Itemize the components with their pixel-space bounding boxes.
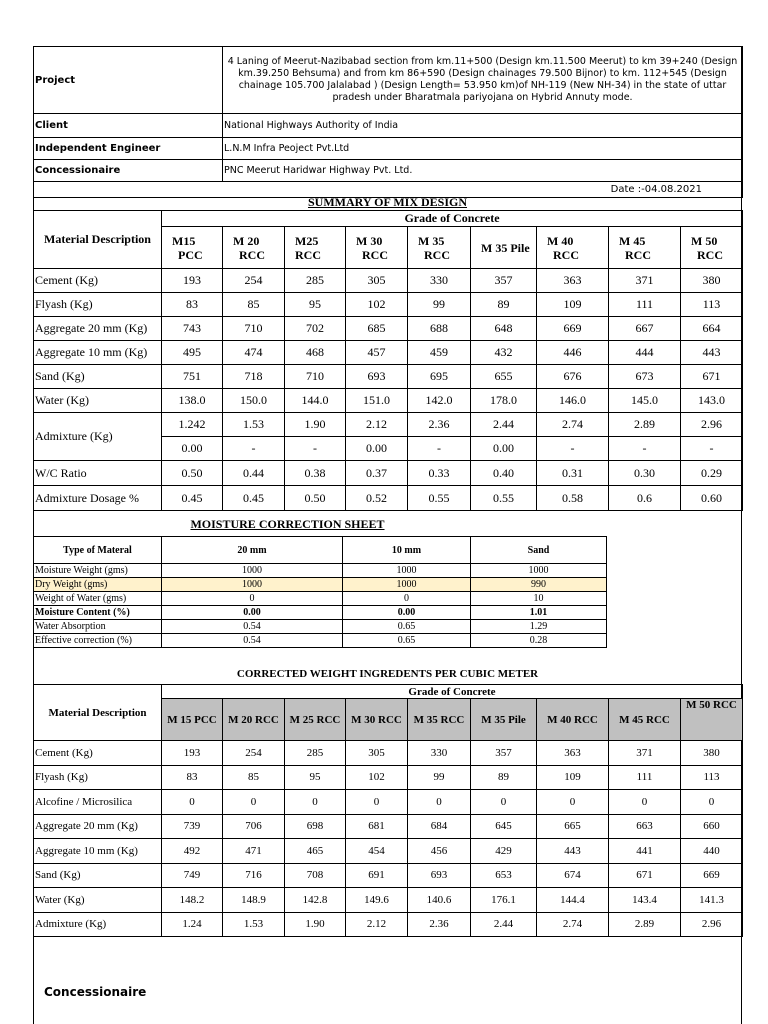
value-cell: 1.90 — [285, 413, 346, 437]
row-label: Admixture (Kg) — [34, 912, 162, 937]
value-cell: 671 — [609, 863, 681, 888]
value-cell: 2.74 — [537, 413, 609, 437]
value-cell: 655 — [471, 365, 537, 389]
value-cell: 665 — [537, 814, 609, 839]
grade-header-line1: M 20 — [233, 233, 260, 248]
value-cell: 0.00 — [162, 437, 223, 461]
corrected-weights-title: CORRECTED WEIGHT INGREDENTS PER CUBIC METER — [236, 668, 539, 680]
row-label: Cement (Kg) — [34, 741, 162, 766]
value-cell: 363 — [537, 741, 609, 766]
value-cell: 142.0 — [408, 389, 471, 413]
value-cell: 492 — [162, 839, 223, 864]
value-cell: 710 — [223, 317, 285, 341]
corrected-grade-header: Grade of Concrete — [162, 685, 743, 699]
row-label: Water Absorption — [34, 620, 162, 634]
value-cell: 0.50 — [162, 461, 223, 486]
value-cell: 648 — [471, 317, 537, 341]
value-cell: 706 — [223, 814, 285, 839]
value-cell: 432 — [471, 341, 537, 365]
value-cell: 0 — [162, 790, 223, 815]
corrected-grade-cell: M 45 RCC — [609, 699, 681, 741]
grade-header-line2: RCC — [424, 247, 450, 262]
value-cell: 0.45 — [223, 486, 285, 511]
value-cell: 146.0 — [537, 389, 609, 413]
value-cell: 0 — [223, 790, 285, 815]
row-label: Moisture Weight (gms) — [34, 564, 162, 578]
value-cell: 1000 — [343, 564, 471, 578]
value-cell: 660 — [681, 814, 743, 839]
value-cell: 0.45 — [162, 486, 223, 511]
value-cell: 0.65 — [343, 634, 471, 648]
row-label: Cement (Kg) — [34, 269, 162, 293]
value-cell: 178.0 — [471, 389, 537, 413]
value-cell: 446 — [537, 341, 609, 365]
value-cell: 142.8 — [285, 888, 346, 913]
value-cell: 1.53 — [223, 912, 285, 937]
material-description-header: Material Description — [34, 211, 162, 269]
corrected-material-header: Material Description — [34, 685, 162, 741]
grade-header-line2: RCC — [553, 247, 579, 262]
moisture-header-cell: 20 mm — [162, 537, 343, 564]
corrected-grade-cell: M 25 RCC — [285, 699, 346, 741]
grade-header-line2: RCC — [697, 247, 723, 262]
value-cell: 1000 — [343, 578, 471, 592]
value-cell: 673 — [609, 365, 681, 389]
value-cell: 0.65 — [343, 620, 471, 634]
value-cell: 143.0 — [681, 389, 743, 413]
table-row — [34, 413, 743, 437]
value-cell: 2.96 — [681, 413, 743, 437]
row-label: Water (Kg) — [34, 888, 162, 913]
value-cell: 193 — [162, 741, 223, 766]
value-cell: 2.89 — [609, 912, 681, 937]
value-cell: 109 — [537, 293, 609, 317]
value-cell: 1000 — [162, 564, 343, 578]
value-cell: 0.00 — [162, 606, 343, 620]
value-cell: 0.28 — [471, 634, 607, 648]
value-cell: 429 — [471, 839, 537, 864]
value-cell: 380 — [681, 269, 743, 293]
row-label: Dry Weight (gms) — [34, 578, 162, 592]
value-cell: 739 — [162, 814, 223, 839]
value-cell: 0 — [162, 592, 343, 606]
value-cell: - — [609, 437, 681, 461]
table-row — [34, 888, 743, 913]
value-cell: - — [408, 437, 471, 461]
row-label: Admixture (Kg) — [34, 413, 162, 461]
date-label: Date :-04.08.2021 — [34, 182, 743, 198]
value-cell: 143.4 — [609, 888, 681, 913]
value-cell: 0.31 — [537, 461, 609, 486]
value-cell: 495 — [162, 341, 223, 365]
value-cell: 2.89 — [609, 413, 681, 437]
value-cell: 685 — [346, 317, 408, 341]
grade-header-line1: M 50 — [691, 233, 718, 248]
value-cell: - — [223, 437, 285, 461]
table-row — [34, 564, 607, 578]
grade-header-cell — [408, 227, 471, 269]
value-cell: 663 — [609, 814, 681, 839]
concessionaire-label: Concessionaire — [34, 160, 223, 182]
grade-header-line1: M 45 — [619, 233, 646, 248]
row-label: Moisture Content (%) — [34, 606, 162, 620]
value-cell: 698 — [285, 814, 346, 839]
row-label: Admixture Dosage % — [34, 486, 162, 511]
value-cell: 138.0 — [162, 389, 223, 413]
value-cell: 149.6 — [346, 888, 408, 913]
value-cell: 653 — [471, 863, 537, 888]
value-cell: 380 — [681, 741, 743, 766]
value-cell: 95 — [285, 293, 346, 317]
value-cell: 0.37 — [346, 461, 408, 486]
value-cell: 102 — [346, 765, 408, 790]
value-cell: 111 — [609, 293, 681, 317]
row-label: Weight of Water (gms) — [34, 592, 162, 606]
row-label: Aggregate 10 mm (Kg) — [34, 839, 162, 864]
value-cell: 990 — [471, 578, 607, 592]
row-label: Effective correction (%) — [34, 634, 162, 648]
value-cell: 693 — [346, 365, 408, 389]
moisture-correction-table — [33, 536, 607, 648]
value-cell: 684 — [408, 814, 471, 839]
value-cell: 0.00 — [343, 606, 471, 620]
value-cell: 0.54 — [162, 634, 343, 648]
table-row — [34, 912, 743, 937]
value-cell: 83 — [162, 765, 223, 790]
value-cell: 1000 — [162, 578, 343, 592]
value-cell: 474 — [223, 341, 285, 365]
value-cell: - — [285, 437, 346, 461]
value-cell: 148.2 — [162, 888, 223, 913]
value-cell: 0.52 — [346, 486, 408, 511]
row-label: W/C Ratio — [34, 461, 162, 486]
value-cell: 0.60 — [681, 486, 743, 511]
value-cell: 0.6 — [609, 486, 681, 511]
value-cell: 0.55 — [408, 486, 471, 511]
value-cell: 674 — [537, 863, 609, 888]
value-cell: 363 — [537, 269, 609, 293]
value-cell: 456 — [408, 839, 471, 864]
table-row — [34, 606, 607, 620]
grade-header-line2: RCC — [239, 247, 265, 262]
grade-header-cell — [537, 227, 609, 269]
value-cell: 0.44 — [223, 461, 285, 486]
value-cell: 664 — [681, 317, 743, 341]
value-cell: 468 — [285, 341, 346, 365]
value-cell: 141.3 — [681, 888, 743, 913]
footer-concessionaire: Concessionaire — [44, 985, 147, 999]
value-cell: 193 — [162, 269, 223, 293]
value-cell: 144.4 — [537, 888, 609, 913]
grade-header-line2: RCC — [362, 247, 388, 262]
summary-title: SUMMARY OF MIX DESIGN — [307, 195, 468, 209]
grade-header-cell — [162, 227, 223, 269]
corrected-grade-cell: M 15 PCC — [162, 699, 223, 741]
moisture-title: MOISTURE CORRECTION SHEET — [190, 517, 385, 531]
value-cell: 695 — [408, 365, 471, 389]
corrected-grade-cell: M 20 RCC — [223, 699, 285, 741]
value-cell: 83 — [162, 293, 223, 317]
value-cell: 671 — [681, 365, 743, 389]
value-cell: 743 — [162, 317, 223, 341]
value-cell: 710 — [285, 365, 346, 389]
value-cell: 113 — [681, 765, 743, 790]
value-cell: - — [681, 437, 743, 461]
value-cell: 441 — [609, 839, 681, 864]
grade-header-line1: M 35 Pile — [481, 240, 530, 255]
table-row — [34, 365, 743, 389]
row-label: Aggregate 10 mm (Kg) — [34, 341, 162, 365]
value-cell: 454 — [346, 839, 408, 864]
value-cell: 465 — [285, 839, 346, 864]
value-cell: 0.40 — [471, 461, 537, 486]
value-cell: 0.38 — [285, 461, 346, 486]
value-cell: 145.0 — [609, 389, 681, 413]
grade-header-line2: PCC — [178, 247, 203, 262]
value-cell: 2.12 — [346, 413, 408, 437]
grade-header-line1: M 35 — [418, 233, 445, 248]
value-cell: 1.24 — [162, 912, 223, 937]
value-cell: 2.36 — [408, 912, 471, 937]
value-cell: 0 — [285, 790, 346, 815]
project-description: 4 Laning of Meerut-Nazibabad section from km.11+500 (Design km.11.500 Meerut) to km 39+240 (Design km.39.250 Behsuma) and from km 86+590 (Design chainages 79.500 Bijnor) to km. 112+545 (Design chainage 105.700 Jalalabad ) (Design Length= 53.950 km)of NH-119 (New NH-34) in the state of uttar pradesh under Bharatmala pariyojana on Hybrid Annuty mode. — [223, 47, 743, 114]
table-row — [34, 389, 743, 413]
value-cell: 305 — [346, 741, 408, 766]
value-cell: 0.58 — [537, 486, 609, 511]
row-label: Flyash (Kg) — [34, 765, 162, 790]
grade-header-line1: M 40 — [547, 233, 574, 248]
corrected-grade-cell: M 35 RCC — [408, 699, 471, 741]
value-cell: 1.01 — [471, 606, 607, 620]
value-cell: 330 — [408, 741, 471, 766]
corrected-grade-cell: M 40 RCC — [537, 699, 609, 741]
value-cell: 0 — [408, 790, 471, 815]
value-cell: 0.50 — [285, 486, 346, 511]
value-cell: 1.90 — [285, 912, 346, 937]
independent-engineer-value: L.N.M Infra Peoject Pvt.Ltd — [223, 138, 743, 160]
table-row — [34, 765, 743, 790]
grade-header-cell — [346, 227, 408, 269]
value-cell: 669 — [681, 863, 743, 888]
grade-header-cell — [609, 227, 681, 269]
corrected-grade-cell: M 50 RCC — [681, 699, 743, 741]
value-cell: - — [537, 437, 609, 461]
row-label: Sand (Kg) — [34, 863, 162, 888]
value-cell: 254 — [223, 741, 285, 766]
table-row — [34, 293, 743, 317]
value-cell: 144.0 — [285, 389, 346, 413]
value-cell: 459 — [408, 341, 471, 365]
row-label: Aggregate 20 mm (Kg) — [34, 317, 162, 341]
value-cell: 749 — [162, 863, 223, 888]
value-cell: 254 — [223, 269, 285, 293]
table-row — [34, 790, 743, 815]
table-row — [34, 341, 743, 365]
value-cell: 718 — [223, 365, 285, 389]
value-cell: 371 — [609, 269, 681, 293]
value-cell: 0.33 — [408, 461, 471, 486]
value-cell: 1.53 — [223, 413, 285, 437]
table-row — [34, 814, 743, 839]
value-cell: 440 — [681, 839, 743, 864]
grade-header-cell — [681, 227, 743, 269]
value-cell: 0.29 — [681, 461, 743, 486]
table-row — [34, 741, 743, 766]
mix-design-summary-table — [33, 210, 743, 511]
table-row — [34, 269, 743, 293]
grade-of-concrete-header: Grade of Concrete — [162, 211, 743, 227]
grade-header-cell — [285, 227, 346, 269]
independent-engineer-label: Independent Engineer — [34, 138, 223, 160]
row-label: Alcofine / Microsilica — [34, 790, 162, 815]
value-cell: 357 — [471, 741, 537, 766]
value-cell: 693 — [408, 863, 471, 888]
value-cell: 371 — [609, 741, 681, 766]
value-cell: 0.55 — [471, 486, 537, 511]
value-cell: 667 — [609, 317, 681, 341]
grade-header-line1: M25 RCC — [295, 233, 321, 262]
table-row — [34, 486, 743, 511]
project-header-table — [33, 46, 743, 198]
value-cell: 443 — [537, 839, 609, 864]
table-row — [34, 592, 607, 606]
value-cell: 0.00 — [471, 437, 537, 461]
row-label: Aggregate 20 mm (Kg) — [34, 814, 162, 839]
value-cell: 708 — [285, 863, 346, 888]
value-cell: 444 — [609, 341, 681, 365]
value-cell: 85 — [223, 293, 285, 317]
table-row — [34, 578, 607, 592]
project-label: Project — [34, 47, 223, 114]
value-cell: 2.44 — [471, 413, 537, 437]
value-cell: 330 — [408, 269, 471, 293]
value-cell: 176.1 — [471, 888, 537, 913]
grade-header-cell — [223, 227, 285, 269]
value-cell: 0 — [471, 790, 537, 815]
value-cell: 0 — [609, 790, 681, 815]
table-row — [34, 634, 607, 648]
value-cell: 99 — [408, 765, 471, 790]
value-cell: 89 — [471, 293, 537, 317]
value-cell: 1.29 — [471, 620, 607, 634]
grade-header-line1: M15 — [172, 233, 196, 248]
value-cell: 0 — [343, 592, 471, 606]
value-cell: 305 — [346, 269, 408, 293]
value-cell: 702 — [285, 317, 346, 341]
value-cell: 681 — [346, 814, 408, 839]
value-cell: 2.96 — [681, 912, 743, 937]
grade-header-line2: RCC — [625, 247, 651, 262]
value-cell: 285 — [285, 269, 346, 293]
value-cell: 148.9 — [223, 888, 285, 913]
corrected-weights-table — [33, 684, 743, 937]
moisture-header-cell: 10 mm — [343, 537, 471, 564]
corrected-grade-cell: M 30 RCC — [346, 699, 408, 741]
value-cell: 85 — [223, 765, 285, 790]
value-cell: 0 — [346, 790, 408, 815]
value-cell: 1000 — [471, 564, 607, 578]
value-cell: 0.54 — [162, 620, 343, 634]
value-cell: 111 — [609, 765, 681, 790]
value-cell: 691 — [346, 863, 408, 888]
value-cell: 2.74 — [537, 912, 609, 937]
table-row — [34, 863, 743, 888]
value-cell: 751 — [162, 365, 223, 389]
corrected-grade-cell: M 35 Pile — [471, 699, 537, 741]
value-cell: 89 — [471, 765, 537, 790]
value-cell: 151.0 — [346, 389, 408, 413]
value-cell: 285 — [285, 741, 346, 766]
value-cell: 2.12 — [346, 912, 408, 937]
table-row — [34, 317, 743, 341]
table-row — [34, 620, 607, 634]
row-label: Water (Kg) — [34, 389, 162, 413]
value-cell: 102 — [346, 293, 408, 317]
value-cell: 99 — [408, 293, 471, 317]
value-cell: 357 — [471, 269, 537, 293]
client-value: National Highways Authority of India — [223, 114, 743, 138]
value-cell: 10 — [471, 592, 607, 606]
value-cell: 0.00 — [346, 437, 408, 461]
client-label: Client — [34, 114, 223, 138]
value-cell: 688 — [408, 317, 471, 341]
value-cell: 0 — [537, 790, 609, 815]
row-label: Sand (Kg) — [34, 365, 162, 389]
value-cell: 2.44 — [471, 912, 537, 937]
value-cell: 676 — [537, 365, 609, 389]
grade-header-line1: M 30 — [356, 233, 383, 248]
value-cell: 0.30 — [609, 461, 681, 486]
value-cell: 150.0 — [223, 389, 285, 413]
table-row — [34, 461, 743, 486]
moisture-header-cell: Sand — [471, 537, 607, 564]
value-cell: 113 — [681, 293, 743, 317]
table-row — [34, 839, 743, 864]
value-cell: 95 — [285, 765, 346, 790]
value-cell: 109 — [537, 765, 609, 790]
value-cell: 645 — [471, 814, 537, 839]
concessionaire-value: PNC Meerut Haridwar Highway Pvt. Ltd. — [223, 160, 743, 182]
grade-header-cell — [471, 227, 537, 269]
value-cell: 0 — [681, 790, 743, 815]
value-cell: 1.242 — [162, 413, 223, 437]
value-cell: 457 — [346, 341, 408, 365]
moisture-header-cell: Type of Materal — [34, 537, 162, 564]
row-label: Flyash (Kg) — [34, 293, 162, 317]
value-cell: 716 — [223, 863, 285, 888]
value-cell: 669 — [537, 317, 609, 341]
value-cell: 140.6 — [408, 888, 471, 913]
value-cell: 443 — [681, 341, 743, 365]
value-cell: 471 — [223, 839, 285, 864]
value-cell: 2.36 — [408, 413, 471, 437]
